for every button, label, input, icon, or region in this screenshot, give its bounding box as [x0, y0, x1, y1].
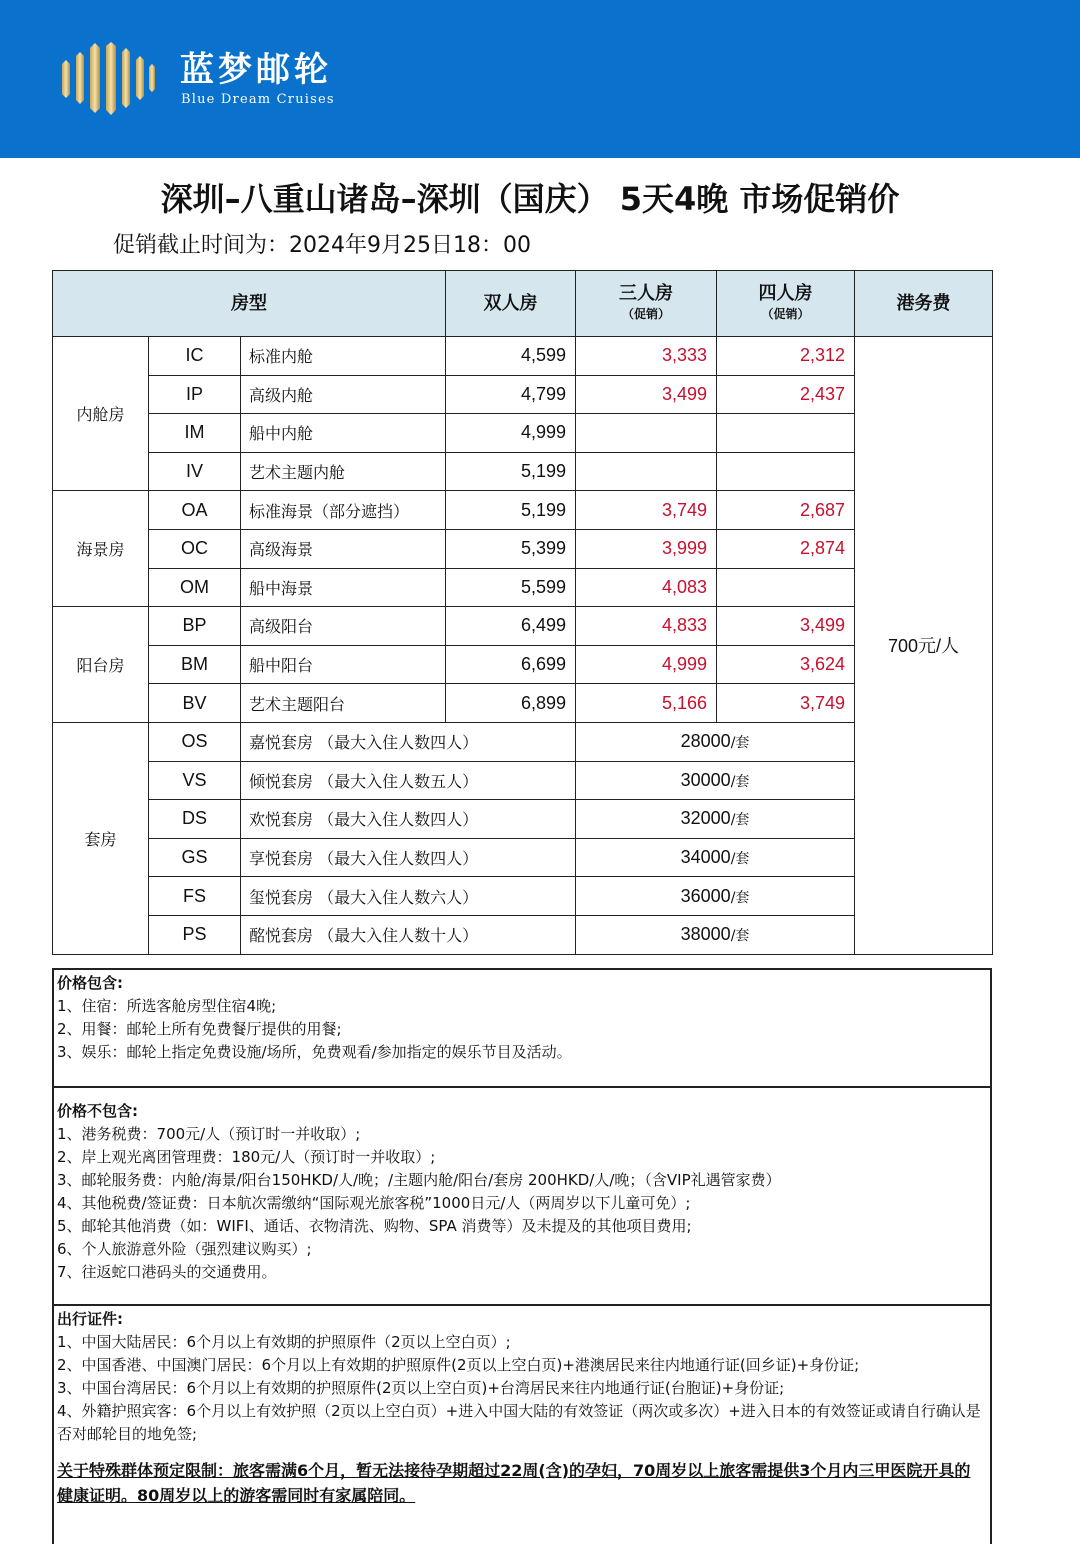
suite-price-value: 34000: [680, 847, 731, 868]
table-row: [53, 414, 993, 453]
triple-price: 5,166: [576, 684, 717, 723]
triple-price: 4,999: [576, 645, 717, 684]
room-name: 高级内舱: [241, 375, 446, 414]
category-cell: 阳台房: [53, 607, 149, 723]
room-name: 船中海景: [241, 568, 446, 607]
double-price: 6,499: [446, 607, 576, 646]
port-fee-value: 700元/人: [855, 337, 993, 955]
double-price: 5,199: [446, 491, 576, 530]
room-name: 艺术主题阳台: [241, 684, 446, 723]
room-code: IV: [149, 452, 241, 491]
special-group-notice: 关于特殊群体预定限制：旅客需满6个月，暂无法接待孕期超过22周(含)的孕妇，70周岁以上旅客需提供3个月内三甲医院开具的健康证明。80周岁以上的游客需同时有家属陪同。: [57, 1461, 971, 1505]
table-row: [53, 800, 993, 839]
room-code: GS: [149, 838, 241, 877]
room-code: PS: [149, 915, 241, 954]
suite-price-unit: /套: [730, 735, 750, 752]
suite-price-unit: /套: [730, 928, 750, 945]
room-code: BP: [149, 607, 241, 646]
table-row: [53, 838, 993, 877]
table-row: [53, 607, 993, 646]
quad-price: [717, 568, 855, 607]
list-item: 4、其他税费/签证费：日本航次需缴纳“国际观光旅客税”1000日元/人（两周岁以下儿童可免）;: [57, 1194, 691, 1212]
table-row: [53, 568, 993, 607]
header-port-fee: 港务费: [855, 271, 993, 337]
triple-price: [576, 414, 717, 453]
category-cell: 海景房: [53, 491, 149, 607]
room-name: 享悦套房 （最大入住人数四人）: [241, 838, 576, 877]
suite-price-unit: /套: [730, 889, 750, 906]
category-cell: 内舱房: [53, 337, 149, 491]
room-name: 倾悦套房 （最大入住人数五人）: [241, 761, 576, 800]
list-item: 1、港务税费：700元/人（预订时一并收取）;: [57, 1125, 361, 1143]
list-item: 2、用餐：邮轮上所有免费餐厅提供的用餐;: [57, 1020, 342, 1038]
header-double: 双人房: [446, 271, 576, 337]
list-item: 2、岸上观光离团管理费：180元/人（预订时一并收取）;: [57, 1148, 436, 1166]
section-heading: 价格不包含:: [57, 1102, 138, 1120]
room-code: VS: [149, 761, 241, 800]
table-row: [53, 684, 993, 723]
quad-price: 3,499: [717, 607, 855, 646]
table-row: [53, 337, 993, 376]
room-code: BV: [149, 684, 241, 723]
double-price: 5,599: [446, 568, 576, 607]
list-item: 1、住宿：所选客舱房型住宿4晚;: [57, 997, 277, 1015]
room-code: OS: [149, 722, 241, 761]
suite-price: [576, 722, 855, 761]
room-name: 高级阳台: [241, 607, 446, 646]
room-name: 船中阳台: [241, 645, 446, 684]
suite-price-value: 30000: [680, 769, 731, 790]
category-cell: 套房: [53, 722, 149, 954]
brand-banner: [0, 0, 1080, 158]
cruise-pillars-logo-icon: [58, 42, 158, 116]
room-name: 欢悦套房 （最大入住人数四人）: [241, 800, 576, 839]
double-price: 6,699: [446, 645, 576, 684]
triple-price: 3,499: [576, 375, 717, 414]
header-triple: [576, 271, 717, 337]
suite-price-value: 38000: [680, 924, 731, 945]
suite-price-unit: /套: [730, 851, 750, 868]
list-item: 2、中国香港、中国澳门居民：6个月以上有效期的护照原件(2页以上空白页)+港澳居民来往内地通行证(回乡证)+身份证;: [57, 1356, 860, 1374]
header-triple-label: 三人房: [619, 282, 674, 304]
table-row: [53, 877, 993, 916]
suite-price-value: 32000: [680, 808, 731, 829]
double-price: 5,199: [446, 452, 576, 491]
header-room-type: 房型: [53, 271, 446, 337]
list-item: 5、邮轮其他消费（如：WIFI、通话、衣物清洗、购物、SPA 消费等）及未提及的其他项目费用;: [57, 1217, 692, 1235]
triple-price: [576, 452, 717, 491]
room-code: OC: [149, 529, 241, 568]
quad-price: 2,687: [717, 491, 855, 530]
double-price: 4,799: [446, 375, 576, 414]
list-item: 3、娱乐：邮轮上指定免费设施/场所，免费观看/参加指定的娱乐节目及活动。: [57, 1043, 572, 1061]
quad-price: 2,874: [717, 529, 855, 568]
table-row: [53, 452, 993, 491]
quad-price: [717, 452, 855, 491]
room-code: BM: [149, 645, 241, 684]
suite-price-value: 36000: [680, 885, 731, 906]
double-price: 5,399: [446, 529, 576, 568]
table-row: [53, 915, 993, 954]
triple-price: 4,833: [576, 607, 717, 646]
suite-price-value: 28000: [680, 731, 731, 752]
header-quad-label: 四人房: [758, 282, 813, 304]
brand-name-en: Blue Dream Cruises: [181, 92, 335, 107]
triple-price: 3,333: [576, 337, 717, 376]
header-triple-sub: （促销）: [622, 306, 671, 321]
list-item: 4、外籍护照宾客：6个月以上有效护照（2页以上空白页）+进入中国大陆的有效签证（两次或多次）+进入日本的有效签证或请自行确认是否对邮轮目的地免签;: [57, 1402, 981, 1443]
double-price: 4,999: [446, 414, 576, 453]
triple-price: 4,083: [576, 568, 717, 607]
page-title: 深圳–八重山诸岛–深圳（国庆） 5天4晚 市场促销价: [160, 180, 900, 218]
list-item: 3、邮轮服务费：内舱/海景/阳台150HKD/人/晚；/主题内舱/阳台/套房 200HKD/人/晚；（含VIP礼遇管家费）: [57, 1171, 781, 1189]
room-name: 酩悦套房 （最大入住人数十人）: [241, 915, 576, 954]
quad-price: 3,624: [717, 645, 855, 684]
price-included-section: [52, 968, 992, 1088]
quad-price: 2,312: [717, 337, 855, 376]
room-code: FS: [149, 877, 241, 916]
quad-price: 3,749: [717, 684, 855, 723]
list-item: 3、中国台湾居民：6个月以上有效期的护照原件(2页以上空白页)+台湾居民来往内地通行证(台胞证)+身份证;: [57, 1379, 785, 1397]
room-name: 艺术主题内舱: [241, 452, 446, 491]
table-row: [53, 375, 993, 414]
suite-price-unit: /套: [730, 812, 750, 829]
suite-price: [576, 915, 855, 954]
room-code: IC: [149, 337, 241, 376]
section-heading: 价格包含:: [57, 974, 123, 992]
room-code: DS: [149, 800, 241, 839]
quad-price: [717, 414, 855, 453]
list-item: 7、往返蛇口港码头的交通费用。: [57, 1263, 277, 1281]
room-name: 标准内舱: [241, 337, 446, 376]
brand-name-cn: 蓝梦邮轮: [180, 50, 332, 90]
room-name: 玺悦套房 （最大入住人数六人）: [241, 877, 576, 916]
room-name: 高级海景: [241, 529, 446, 568]
travel-documents-section: [52, 1306, 992, 1544]
room-name: 标准海景（部分遮挡）: [241, 491, 446, 530]
room-code: OM: [149, 568, 241, 607]
table-row: [53, 722, 993, 761]
table-row: [53, 761, 993, 800]
price-excluded-section: [52, 1088, 992, 1306]
price-table: [52, 270, 993, 955]
suite-price-unit: /套: [730, 773, 750, 790]
table-row: [53, 645, 993, 684]
table-row: [53, 529, 993, 568]
triple-price: 3,749: [576, 491, 717, 530]
list-item: 1、中国大陆居民：6个月以上有效期的护照原件（2页以上空白页）;: [57, 1333, 511, 1351]
room-name: 船中内舱: [241, 414, 446, 453]
room-code: IM: [149, 414, 241, 453]
suite-price: [576, 800, 855, 839]
room-name: 嘉悦套房 （最大入住人数四人）: [241, 722, 576, 761]
list-item: 6、个人旅游意外险（强烈建议购买）;: [57, 1240, 312, 1258]
triple-price: 3,999: [576, 529, 717, 568]
suite-price: [576, 877, 855, 916]
table-header-row: [53, 271, 993, 337]
room-code: OA: [149, 491, 241, 530]
room-code: IP: [149, 375, 241, 414]
suite-price: [576, 838, 855, 877]
header-quad-sub: （促销）: [761, 306, 810, 321]
promo-deadline: 促销截止时间为：2024年9月25日18：00: [113, 233, 531, 258]
suite-price: [576, 761, 855, 800]
header-quad: [717, 271, 855, 337]
double-price: 6,899: [446, 684, 576, 723]
table-row: [53, 491, 993, 530]
section-heading: 出行证件:: [57, 1310, 123, 1328]
quad-price: 2,437: [717, 375, 855, 414]
double-price: 4,599: [446, 337, 576, 376]
